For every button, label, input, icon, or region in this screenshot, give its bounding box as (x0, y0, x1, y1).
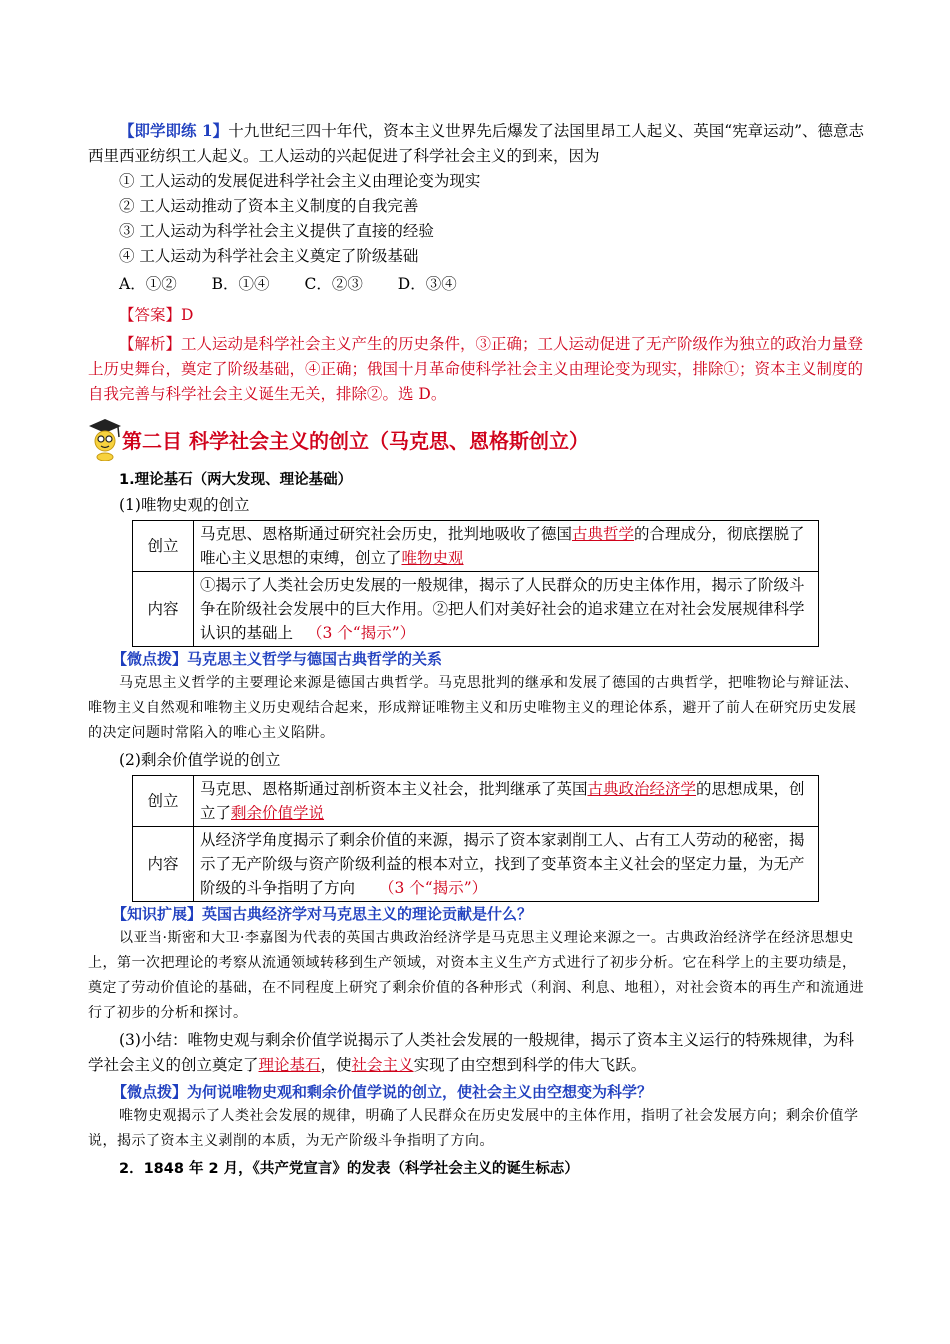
option-c: C．②③ (304, 275, 363, 293)
exercise-item: ② 工人运动推动了资本主义制度的自我完善 (119, 197, 419, 215)
table-value: 马克思、恩格斯通过剖析资本主义社会，批判继承了英国古典政治经济学的思想成果，创立了剩余价值学说 (194, 776, 819, 827)
subheading-2: 2．1848 年 2 月，《共产党宣言》的发表（科学社会主义的诞生标志） (119, 1161, 579, 1177)
exercise-item: ④ 工人运动为科学社会主义奠定了阶级基础 (119, 247, 419, 265)
table-key: 内容 (133, 572, 194, 647)
option-a: A．①② (119, 275, 177, 293)
exercise-label: 【即学即练 1】 (119, 121, 229, 140)
tip-2-body: 以亚当·斯密和大卫·李嘉图为代表的英国古典政治经济学是马克思主义理论来源之一。古典政治经济学在经济思想史上，第一次把理论的考察从流通领域转移到生产领域，对资本主义生产方式进行了初步分析。它在科学上的主要功绩是，奠定了劳动价值论的基础，在不同程度上研究了剩余价值的各种形式（利润、利息、地租），对社会资本的再生产和流通进行了初步的分析和探讨。 (88, 930, 864, 1021)
exercise-question: 【即学即练 1】十九世纪三四十年代，资本主义世界先后爆发了法国里昂工人起义、英国“宪章运动”、德意志西里西亚纺织工人起义。工人运动的兴起促进了科学社会主义的到来，因为 (88, 121, 865, 165)
exercise-item: ③ 工人运动为科学社会主义提供了直接的经验 (119, 222, 434, 240)
tip-3-body: 唯物史观揭示了人类社会发展的规律，明确了人民群众在历史发展中的主体作用，指明了社会发展方向；剩余价值学说，揭示了资本主义剥削的本质，为无产阶级斗争指明了方向。 (88, 1108, 859, 1149)
tip-3-title: 【微点拨】为何说唯物史观和剩余价值学说的创立，使社会主义由空想变为科学？ (112, 1083, 653, 1101)
exercise-analysis: 【解析】工人运动是科学社会主义产生的历史条件，③正确；工人运动促进了无产阶级作为独立的政治力量登上历史舞台，奠定了阶级基础，④正确；俄国十月革命使科学社会主义由理论变为现实，排除①；资本主义制度的自我完善与科学社会主义诞生无关，排除②。选 D。 (88, 335, 864, 403)
exercise-options (88, 272, 868, 297)
document-page (88, 118, 868, 1182)
table-row (133, 827, 819, 902)
table-historical-materialism (132, 520, 819, 647)
exercise-answer: 【答案】D (119, 306, 194, 324)
table-key: 创立 (133, 521, 194, 572)
table-surplus-value (132, 775, 819, 902)
tip-2-title: 【知识扩展】英国古典经济学对马克思主义的理论贡献是什么？ (112, 905, 533, 923)
table-row (133, 521, 819, 572)
table-row (133, 572, 819, 647)
table-key: 创立 (133, 776, 194, 827)
option-d: D．③④ (397, 275, 457, 293)
subheading-1b: (2)剩余价值学说的创立 (119, 751, 281, 769)
subheading-1: 1.理论基石（两大发现、理论基础） (119, 472, 353, 488)
table-key: 内容 (133, 827, 194, 902)
summary: (3)小结：唯物史观与剩余价值学说揭示了人类社会发展的一般规律，揭示了资本主义运行的特殊规律，为科学社会主义的创立奠定了理论基石，使社会主义实现了由空想到科学的伟大飞跃。 (88, 1031, 854, 1074)
section-title: 第二目 科学社会主义的创立（马克思、恩格斯创立） (122, 428, 589, 453)
table-value: 从经济学角度揭示了剩余价值的来源，揭示了资本家剥削工人、占有工人劳动的秘密，揭示了无产阶级与资产阶级利益的根本对立，找到了变革资本主义社会的坚定力量，为无产阶级的斗争指明了方向 （3 个“揭示”） (194, 827, 819, 902)
exercise-item: ① 工人运动的发展促进科学社会主义由理论变为现实 (119, 172, 481, 190)
tip-1-title: 【微点拨】马克思主义哲学与德国古典哲学的关系 (112, 650, 443, 668)
subheading-1a: (1)唯物史观的创立 (119, 496, 250, 514)
scholar-icon (88, 417, 122, 461)
table-value: ①揭示了人类社会历史发展的一般规律，揭示了人民群众的历史主体作用，揭示了阶级斗争在阶级社会发展中的巨大作用。②把人们对美好社会的追求建立在对社会发展规律科学认识的基础上 （3 个“揭示”） (194, 572, 819, 647)
tip-1-body: 马克思主义哲学的主要理论来源是德国古典哲学。马克思批判的继承和发展了德国的古典哲学，把唯物论与辩证法、唯物主义自然观和唯物主义历史观结合起来，形成辩证唯物主义和历史唯物主义的理论体系，避开了前人在研究历史发展的决定问题时常陷入的唯心主义陷阱。 (88, 675, 859, 741)
table-value: 马克思、恩格斯通过研究社会历史，批判地吸收了德国古典哲学的合理成分，彻底摆脱了唯心主义思想的束缚，创立了唯物史观 (194, 521, 819, 572)
section-heading (88, 417, 868, 461)
option-b: B．①④ (211, 275, 270, 293)
table-row (133, 776, 819, 827)
